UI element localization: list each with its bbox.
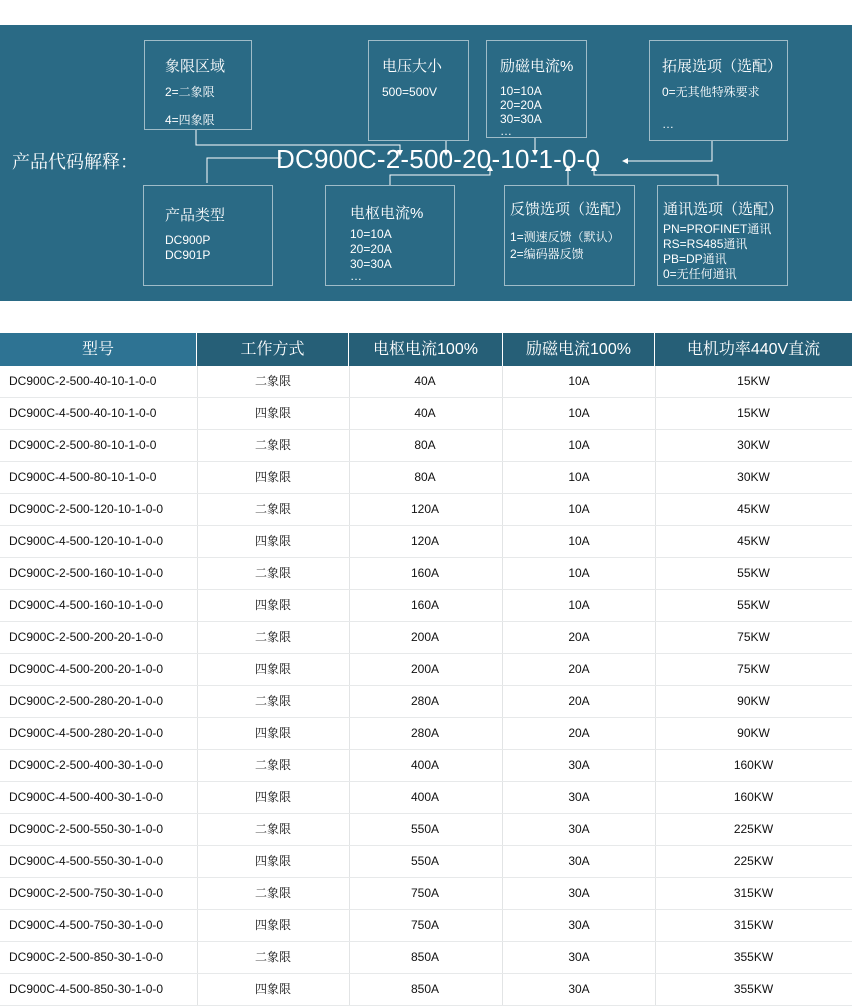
armature-current-box (325, 185, 455, 286)
work-mode-cell: 二象限 (254, 886, 291, 900)
motor-power-cell: 55KW (737, 598, 770, 612)
table-row (0, 846, 852, 878)
motor-power-cell: 15KW (737, 406, 770, 420)
table-row (0, 654, 852, 686)
table-row (0, 718, 852, 750)
armature-current-cell: 160A (410, 566, 440, 580)
table-row (0, 398, 852, 430)
armature-current-cell: 550A (410, 854, 440, 868)
work-mode-cell: 四象限 (254, 854, 291, 868)
table-row (0, 782, 852, 814)
work-mode-cell: 四象限 (254, 470, 291, 484)
work-mode-cell: 四象限 (254, 662, 291, 676)
model-cell: DC900C-2-500-850-30-1-0-0 (9, 950, 164, 964)
expansion-line: 0=无其他特殊要求 (662, 85, 760, 99)
work-mode-cell: 四象限 (254, 726, 291, 740)
armature-current-cell: 850A (410, 982, 440, 996)
field-current-cell: 10A (568, 470, 590, 484)
model-cell: DC900C-2-500-280-20-1-0-0 (9, 694, 164, 708)
field-current-cell: 10A (568, 566, 590, 580)
armature-current-cell: 750A (410, 886, 440, 900)
armature-current-title: 电枢电流% (350, 205, 424, 222)
expansion-box (649, 40, 788, 141)
armature-current-cell: 750A (410, 918, 440, 932)
model-cell: DC900C-4-500-750-30-1-0-0 (9, 918, 164, 932)
communication-line: PB=DP通讯 (663, 252, 727, 266)
armature-current-line: 10=10A (350, 227, 392, 241)
motor-power-cell: 355KW (733, 982, 774, 996)
product-code-example: DC900C-2-500-20-10-1-0-0 (276, 144, 601, 174)
header-field-current: 励磁电流100% (503, 333, 655, 366)
feedback-box (504, 185, 635, 286)
motor-power-cell: 30KW (737, 438, 770, 452)
model-cell: DC900C-4-500-80-10-1-0-0 (9, 470, 157, 484)
armature-current-cell: 400A (410, 790, 440, 804)
motor-power-cell: 355KW (733, 950, 774, 964)
work-mode-cell: 四象限 (254, 982, 291, 996)
communication-title: 通讯选项（选配） (663, 201, 784, 218)
work-mode-cell: 二象限 (254, 374, 291, 388)
field-current-cell: 30A (568, 918, 590, 932)
work-mode-cell: 四象限 (254, 534, 291, 548)
quadrant-line: 2=二象限 (165, 85, 215, 99)
armature-current-cell: 200A (410, 630, 440, 644)
model-cell: DC900C-2-500-40-10-1-0-0 (9, 374, 157, 388)
armature-current-cell: 200A (410, 662, 440, 676)
feedback-title: 反馈选项（选配） (510, 201, 631, 218)
field-current-line: 30=30A (500, 112, 542, 126)
model-cell: DC900C-2-500-200-20-1-0-0 (9, 630, 164, 644)
table-row (0, 462, 852, 494)
voltage-title: 电压大小 (382, 58, 443, 75)
quadrant-box (144, 40, 252, 130)
communication-line: RS=RS485通讯 (663, 237, 748, 251)
armature-current-cell: 80A (414, 470, 436, 484)
motor-power-cell: 160KW (733, 758, 774, 772)
field-current-cell: 10A (568, 438, 590, 452)
field-current-line: 10=10A (500, 84, 542, 98)
table-row (0, 494, 852, 526)
motor-power-cell: 315KW (733, 886, 774, 900)
model-cell: DC900C-4-500-160-10-1-0-0 (9, 598, 164, 612)
armature-current-cell: 40A (414, 374, 436, 388)
work-mode-cell: 二象限 (254, 502, 291, 516)
work-mode-cell: 二象限 (254, 566, 291, 580)
field-current-cell: 30A (568, 950, 590, 964)
field-current-cell: 20A (568, 630, 590, 644)
voltage-line: 500=500V (382, 85, 438, 99)
model-cell: DC900C-2-500-80-10-1-0-0 (9, 438, 157, 452)
armature-current-cell: 400A (410, 758, 440, 772)
model-cell: DC900C-2-500-120-10-1-0-0 (9, 502, 164, 516)
field-current-cell: 30A (568, 758, 590, 772)
field-current-cell: 30A (568, 822, 590, 836)
table-row (0, 942, 852, 974)
communication-box (657, 185, 788, 286)
field-current-cell: 30A (568, 886, 590, 900)
header-armature-current: 电枢电流100% (349, 333, 503, 366)
armature-current-cell: 850A (410, 950, 440, 964)
product-type-line: DC900P (165, 233, 211, 247)
field-current-box (486, 40, 587, 138)
motor-power-cell: 225KW (733, 854, 774, 868)
model-cell: DC900C-2-500-550-30-1-0-0 (9, 822, 164, 836)
work-mode-cell: 四象限 (254, 406, 291, 420)
armature-current-line: 20=20A (350, 242, 392, 256)
communication-line: PN=PROFINET通讯 (663, 222, 772, 236)
field-current-cell: 30A (568, 854, 590, 868)
table-row (0, 430, 852, 462)
quadrant-line: 4=四象限 (165, 113, 215, 127)
model-cell: DC900C-4-500-850-30-1-0-0 (9, 982, 164, 996)
work-mode-cell: 二象限 (254, 694, 291, 708)
feedback-line: 2=编码器反馈 (510, 247, 584, 261)
motor-power-cell: 45KW (737, 502, 770, 516)
armature-current-line: 30=30A (350, 257, 392, 271)
code-explanation-label: 产品代码解释： (12, 152, 138, 172)
work-mode-cell: 四象限 (254, 918, 291, 932)
armature-current-cell: 80A (414, 438, 436, 452)
motor-power-cell: 45KW (737, 534, 770, 548)
field-current-cell: 10A (568, 374, 590, 388)
model-cell: DC900C-4-500-200-20-1-0-0 (9, 662, 164, 676)
table-row (0, 622, 852, 654)
work-mode-cell: 二象限 (254, 438, 291, 452)
work-mode-cell: 二象限 (254, 630, 291, 644)
product-type-title: 产品类型 (165, 207, 226, 224)
field-current-cell: 20A (568, 662, 590, 676)
model-cell: DC900C-4-500-550-30-1-0-0 (9, 854, 164, 868)
field-current-cell: 10A (568, 534, 590, 548)
motor-power-cell: 75KW (737, 630, 770, 644)
armature-current-cell: 280A (410, 694, 440, 708)
field-current-cell: 10A (568, 502, 590, 516)
field-current-cell: 30A (568, 790, 590, 804)
motor-power-cell: 225KW (733, 822, 774, 836)
work-mode-cell: 二象限 (254, 822, 291, 836)
table-row (0, 526, 852, 558)
feedback-line: 1=测速反馈（默认） (510, 230, 620, 244)
quadrant-title: 象限区域 (165, 58, 226, 75)
table-row (0, 910, 852, 942)
product-type-line: DC901P (165, 248, 211, 262)
table-row (0, 814, 852, 846)
armature-current-cell: 120A (410, 534, 440, 548)
header-motor-power: 电机功率440V直流 (655, 333, 852, 366)
table-row (0, 750, 852, 782)
expansion-line: … (662, 117, 674, 131)
table-row (0, 878, 852, 910)
table-row (0, 366, 852, 398)
motor-power-cell: 75KW (737, 662, 770, 676)
code-explanation-banner (0, 25, 852, 301)
field-current-cell: 20A (568, 694, 590, 708)
voltage-box (368, 40, 469, 141)
field-current-cell: 10A (568, 406, 590, 420)
product-type-box (143, 185, 273, 286)
model-cell: DC900C-4-500-280-20-1-0-0 (9, 726, 164, 740)
armature-current-cell: 280A (410, 726, 440, 740)
table-row (0, 686, 852, 718)
armature-current-cell: 550A (410, 822, 440, 836)
header-model: 型号 (0, 333, 197, 366)
work-mode-cell: 四象限 (254, 790, 291, 804)
model-cell: DC900C-4-500-120-10-1-0-0 (9, 534, 164, 548)
model-cell: DC900C-2-500-400-30-1-0-0 (9, 758, 164, 772)
armature-current-cell: 160A (410, 598, 440, 612)
model-cell: DC900C-2-500-160-10-1-0-0 (9, 566, 164, 580)
table-row (0, 974, 852, 1006)
motor-power-cell: 55KW (737, 566, 770, 580)
field-current-line: 20=20A (500, 98, 542, 112)
motor-power-cell: 30KW (737, 470, 770, 484)
model-cell: DC900C-4-500-40-10-1-0-0 (9, 406, 157, 420)
work-mode-cell: 四象限 (254, 598, 291, 612)
field-current-line: … (500, 124, 512, 138)
motor-power-cell: 90KW (737, 694, 770, 708)
model-cell: DC900C-4-500-400-30-1-0-0 (9, 790, 164, 804)
model-cell: DC900C-2-500-750-30-1-0-0 (9, 886, 164, 900)
work-mode-cell: 二象限 (254, 950, 291, 964)
expansion-title: 拓展选项（选配） (662, 58, 783, 75)
header-work-mode: 工作方式 (197, 333, 349, 366)
armature-current-cell: 40A (414, 406, 436, 420)
field-current-cell: 20A (568, 726, 590, 740)
motor-power-cell: 315KW (733, 918, 774, 932)
armature-current-line: … (350, 269, 362, 283)
armature-current-cell: 120A (410, 502, 440, 516)
motor-power-cell: 160KW (733, 790, 774, 804)
table-row (0, 590, 852, 622)
work-mode-cell: 二象限 (254, 758, 291, 772)
field-current-cell: 30A (568, 982, 590, 996)
communication-line: 0=无任何通讯 (663, 267, 737, 281)
spec-table (0, 333, 852, 1006)
field-current-cell: 10A (568, 598, 590, 612)
field-current-title: 励磁电流% (500, 58, 574, 75)
motor-power-cell: 90KW (737, 726, 770, 740)
motor-power-cell: 15KW (737, 374, 770, 388)
table-row (0, 558, 852, 590)
